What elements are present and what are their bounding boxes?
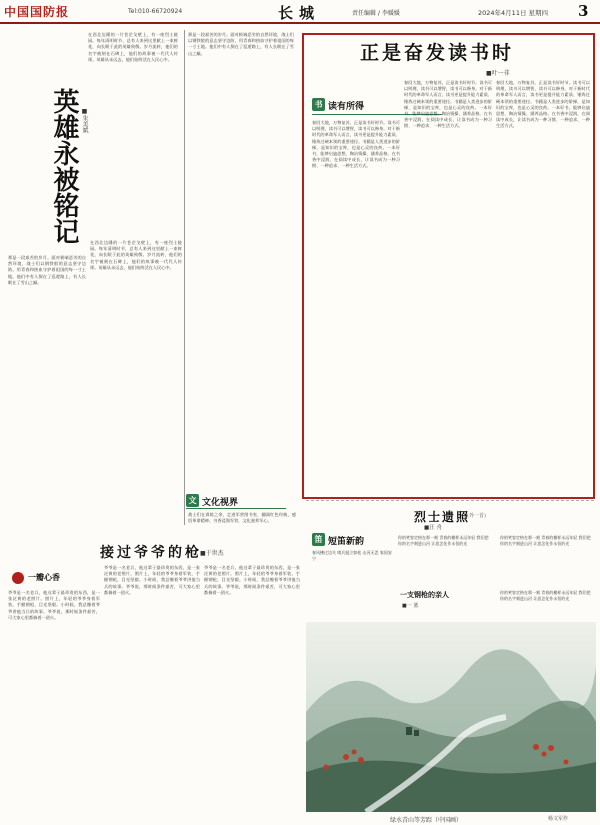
mid-article-title: 接过爷爷的枪	[100, 545, 202, 561]
culture-tag-label: 文化视界	[202, 498, 239, 508]
mid-body-col1: 爷爷是一名老兵，他这辈子最珍贵的东西，是一张泛黄的老照片。照片上，年轻的爷爷身着军装，手握钢枪，目光坚毅。小时候，我总缠着爷爷讲他当兵的故事。爷爷说，那时候条件艰苦，可大家心里都揣着一团火。	[8, 590, 100, 620]
poem-author: ■一 蓝	[402, 603, 419, 609]
page-number: 3	[578, 2, 589, 20]
editor-credit: 责任编辑 / 李媛媛	[352, 10, 400, 17]
reading-tag-label: 读有所得	[328, 102, 365, 112]
landscape-painting	[306, 622, 596, 812]
mid-body-col2: 爷爷是一名老兵，他这辈子最珍贵的东西，是一张泛黄的老照片。照片上，年轻的爷爷身着军装，手握钢枪，目光坚毅。小时候，我总缠着爷爷讲他当兵的故事。爷爷说，那时候条件艰苦，可大家心里都揣着一团火。	[104, 565, 200, 595]
masthead	[0, 0, 600, 24]
hero-body-right: 那是一段艰苦的岁月。面对极端恶劣的自然环境，战士们以钢铁般的意志坚守边防，用青春和热血守护着祖国的每一寸土地。他们中有人倒在了巡逻路上，有人长眠在了雪山之巅。	[188, 32, 294, 56]
heart-icon	[12, 572, 24, 584]
lieshi-body-a: 你的笑容定格在那一刻 青春的模样永远年轻 我们把你的名字刻进山河 让思念化作永恒的光	[398, 535, 489, 546]
section-divider	[306, 500, 594, 501]
lieshi-subtitle: (外一首)	[467, 513, 486, 519]
culture-icon: 文	[186, 494, 199, 507]
feature-title: 正是奋发读书时	[360, 42, 515, 64]
newspaper-logo: 中国国防报	[4, 5, 70, 19]
short-poem-body: 春风拂过边关 哨兵挺立如松 山河无恙 家国安宁	[312, 550, 392, 561]
hero-author: ■朱美斌	[81, 108, 88, 133]
feature-body-col1: 春回大地，万物复苏，正是读书好时节。读书可以明理，读书可以增智，读书可以修身。对于新时代的革命军人而言，读书更是提升能力素质、锤炼过硬本领的重要途径。书籍是人类进步的阶梯，是知识的宝库，也是心灵的良药。一本好书，能够启迪思想、陶冶情操、涵养品格。在书香中浸润，在阅读中成长，让读书成为一种习惯、一种追求、一种生活方式。	[312, 120, 400, 169]
feature-body-col2: 春回大地，万物复苏，正是读书好时节。读书可以明理，读书可以增智，读书可以修身。对于新时代的革命军人而言，读书更是提升能力素质、锤炼过硬本领的重要途径。书籍是人类进步的阶梯，是知识的宝库，也是心灵的良药。一本好书，能够启迪思想、陶冶情操、涵养品格。在书香中浸润，在阅读中成长，让读书成为一种习惯、一种追求、一种生活方式。	[404, 80, 492, 129]
book-icon: 书	[312, 98, 325, 111]
short-poems-tag: 短笛新韵	[328, 537, 365, 547]
kicker-label: 一瓣心香	[28, 572, 60, 582]
mid-body-col3: 爷爷是一名老兵，他这辈子最珍贵的东西，是一张泛黄的老照片。照片上，年轻的爷爷身着军装，手握钢枪，目光坚毅。小时候，我总缠着爷爷讲他当兵的故事。爷爷说，那时候条件艰苦，可大家心里都揣着一团火。	[204, 565, 300, 595]
hero-body-left: 那是一段艰苦的岁月。面对极端恶劣的自然环境，战士们以钢铁般的意志坚守边防，用青春和热血守护着祖国的每一寸土地。他们中有人倒在了巡逻路上，有人长眠在了雪山之巅。	[8, 255, 86, 285]
poem-title: 一支钢枪的亲人	[400, 590, 449, 599]
painting-credit: 杨文军作	[548, 816, 569, 822]
column-divider	[184, 30, 185, 525]
flute-icon: 笛	[312, 533, 325, 546]
painting-art	[306, 622, 596, 812]
poem-body: 你的笑容定格在那一刻 青春的模样永远年轻 我们把你的名字刻进山河 让思念化作永恒的光	[500, 590, 591, 601]
hero-body-mid: 在西北边陲的一片苍茫戈壁上，有一座烈士陵园。每年清明时节，总有人来到这里献上一束鲜花，向长眠于此的英雄致敬。岁月流转，他们的名字被刻在石碑上，他们的故事被一代代人传颂。英雄从未远去，他们始终活在人民心中。	[90, 240, 182, 270]
lieshi-author: ■汪 舟	[424, 525, 442, 531]
section-name: 长城	[278, 4, 321, 22]
lieshi-title: 烈士遗照	[414, 510, 471, 524]
culture-underline	[186, 508, 286, 509]
issue-date: 2024年4月11日 星期四	[478, 9, 549, 17]
lieshi-body-b: 你的笑容定格在那一刻 青春的模样永远年轻 我们把你的名字刻进山河 让思念化作永恒的光	[500, 535, 591, 546]
feature-body-col3: 春回大地，万物复苏，正是读书好时节。读书可以明理，读书可以增智，读书可以修身。对于新时代的革命军人而言，读书更是提升能力素质、锤炼过硬本领的重要途径。书籍是人类进步的阶梯，是知识的宝库，也是心灵的良药。一本好书，能够启迪思想、陶冶情操、涵养品格。在书香中浸润，在阅读中成长，让读书成为一种习惯、一种追求、一种生活方式。	[496, 80, 590, 129]
hero-body-top: 在西北边陲的一片苍茫戈壁上，有一座烈士陵园。每年清明时节，总有人来到这里献上一束鲜花，向长眠于此的英雄致敬。岁月流转，他们的名字被刻在石碑上，他们的故事被一代代人传颂。英雄从未远去，他们始终活在人民心中。	[88, 32, 178, 62]
hero-title: 英雄永被铭记	[49, 88, 79, 244]
feature-author: ■叶一非	[486, 70, 510, 77]
painting-caption: 绿水青山等芳踪（中国画）	[390, 817, 463, 824]
phone-number: Tel:010-66720924	[128, 8, 183, 15]
mid-article-author: ■于世杰	[200, 550, 224, 557]
culture-body: 战士们在训练之余，走进军营图书室，翻阅红色经典，感悟革命精神。书香浸润军营，文化滋养军心。	[188, 512, 296, 524]
